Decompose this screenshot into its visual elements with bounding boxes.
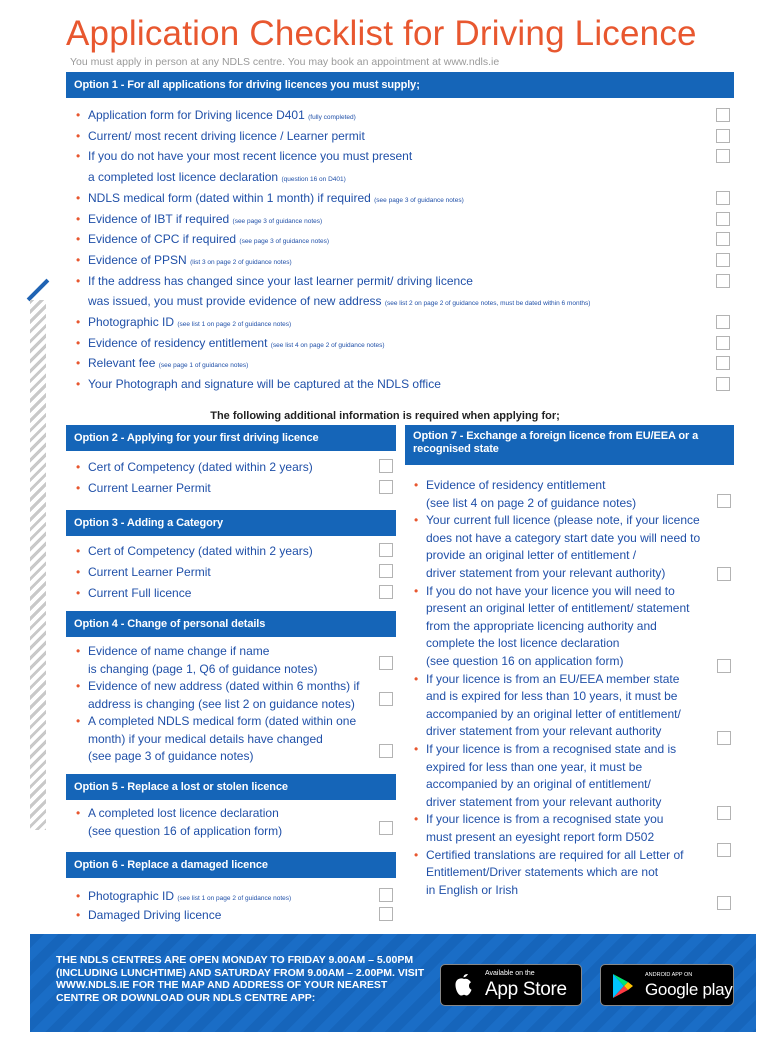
list-item	[426, 863, 658, 881]
list-item-text: Damaged Driving licence	[88, 908, 222, 922]
list-item	[76, 563, 211, 581]
bullet-icon: •	[76, 460, 81, 474]
list-item	[414, 740, 677, 758]
list-item	[76, 458, 313, 476]
list-item	[88, 730, 323, 748]
list-item-text: was issued, you must provide evidence of new address	[88, 294, 385, 309]
bullet-icon: •	[414, 583, 419, 598]
list-item-text: If your licence is from a recognised state you	[426, 812, 664, 827]
list-item	[426, 775, 651, 793]
list-item-text: address is changing (see list 2 on guidance notes)	[88, 696, 355, 711]
option7-heading-line2: recognised state	[413, 443, 499, 455]
checkbox[interactable]	[717, 843, 731, 857]
checkbox[interactable]	[379, 888, 393, 902]
list-item	[426, 634, 619, 652]
list-item	[76, 313, 292, 334]
bullet-icon: •	[76, 190, 81, 205]
app-store-small-label: Available on the	[485, 970, 535, 977]
list-item-text: complete the lost licence declaration	[426, 636, 620, 651]
list-item-text: (see list 4 on page 2 of guidance notes)	[426, 495, 637, 510]
checkbox[interactable]	[717, 567, 731, 581]
list-item-text: Photographic ID	[88, 315, 178, 329]
list-item-text: Evidence of residency entitlement	[426, 478, 606, 492]
option7-heading	[405, 425, 734, 465]
app-store-label: App Store	[485, 979, 567, 1000]
list-item	[76, 479, 211, 497]
list-item	[76, 906, 222, 927]
list-item	[426, 652, 623, 670]
checkbox[interactable]	[716, 232, 730, 246]
list-item-note: (see list 4 on page 2 of guidance notes)	[270, 341, 385, 349]
option1-heading: Option 1 - For all applications for driving licences you must supply;	[66, 72, 734, 98]
list-item-note: (see page 3 of guidance notes)	[239, 238, 330, 246]
bullet-icon: •	[414, 742, 419, 756]
apple-icon	[453, 973, 475, 997]
list-item	[414, 476, 606, 494]
page-subtitle: You must apply in person at any NDLS centre. You may book an appointment at www.ndls.ie	[70, 56, 500, 68]
bullet-icon: •	[76, 679, 81, 693]
list-item	[76, 189, 464, 210]
google-play-icon	[611, 973, 635, 999]
checkbox[interactable]	[716, 356, 730, 370]
checkbox[interactable]	[716, 253, 730, 267]
list-item-text: (see question 16 on application form)	[426, 654, 624, 668]
option4-heading: Option 4 - Change of personal details	[66, 611, 396, 637]
bullet-icon: •	[76, 232, 81, 247]
list-item	[414, 670, 680, 688]
bullet-icon: •	[414, 812, 419, 827]
list-item-text: Current Full licence	[88, 586, 192, 600]
checkbox[interactable]	[716, 377, 730, 391]
bullet-icon: •	[76, 252, 81, 267]
list-item	[76, 334, 385, 355]
list-item	[426, 758, 642, 776]
google-play-small-label: ANDROID APP ON	[645, 972, 693, 978]
checkbox[interactable]	[379, 656, 393, 670]
list-item	[426, 494, 636, 512]
bullet-icon: •	[76, 211, 81, 226]
list-item-text: If the address has changed since your last learner permit/ driving licence	[88, 273, 473, 288]
list-item-text: Certified translations are required for all Letter of	[426, 847, 684, 862]
list-item	[426, 881, 518, 899]
list-item-text: If you do not have your licence you will need to	[426, 583, 675, 598]
google-play-label: Google play	[645, 980, 733, 999]
list-item	[426, 705, 681, 723]
checkbox[interactable]	[716, 212, 730, 226]
checkbox[interactable]	[717, 731, 731, 745]
list-item-text: Evidence of name change if name	[88, 644, 270, 658]
list-item-text: (see question 16 of application form)	[88, 823, 283, 838]
list-item	[426, 529, 700, 547]
list-item-text: Current Learner Permit	[88, 481, 211, 495]
list-item	[88, 822, 282, 840]
list-item-text: A completed NDLS medical form (dated within one	[88, 714, 357, 728]
bullet-icon: •	[76, 356, 81, 371]
list-item	[76, 147, 413, 168]
list-item-text: Evidence of residency entitlement	[88, 335, 271, 350]
checkbox[interactable]	[716, 108, 730, 122]
list-item-text: must present an eyesight report form D502	[426, 830, 655, 844]
option5-heading: Option 5 - Replace a lost or stolen licence	[66, 774, 396, 800]
list-item	[76, 642, 270, 660]
list-item-text: Cert of Competency (dated within 2 years)	[88, 460, 313, 474]
google-play-badge[interactable]	[600, 964, 734, 1006]
list-item-text: (see page 3 of guidance notes)	[88, 749, 254, 763]
decorative-stripes	[30, 300, 46, 830]
list-item-text: Application form for Driving licence D401	[88, 108, 309, 122]
list-item	[88, 292, 590, 313]
checkbox[interactable]	[716, 274, 730, 288]
checkbox[interactable]	[379, 543, 393, 557]
list-item-text: Your current full licence (please note, if your licence	[426, 513, 700, 528]
list-item	[414, 582, 675, 600]
list-item-text: is changing (page 1, Q6 of guidance notes)	[88, 661, 318, 676]
list-item-text: does not have a category start date you will need to	[426, 530, 701, 545]
bullet-icon: •	[76, 335, 81, 350]
list-item-text: Current Learner Permit	[88, 565, 211, 579]
option3-heading: Option 3 - Adding a Category	[66, 510, 396, 536]
bullet-icon: •	[76, 149, 81, 164]
checkbox[interactable]	[716, 336, 730, 350]
list-item	[76, 127, 365, 148]
list-item	[426, 617, 657, 635]
list-item	[76, 272, 473, 293]
bullet-icon: •	[414, 847, 419, 862]
list-item-note: (list 3 on page 2 of guidance notes)	[190, 258, 292, 266]
checkbox[interactable]	[379, 821, 393, 835]
bullet-icon: •	[76, 714, 81, 728]
list-item-text: accompanied by an original letter of entitlement/	[426, 706, 681, 721]
list-item	[76, 210, 323, 231]
footer-opening-hours: THE NDLS CENTRES ARE OPEN MONDAY TO FRIDAY 9.00AM – 5.00PM (INCLUDING LUNCHTIME) AND SATURDAY FROM 9.00AM – 2.00PM. VISIT WWW.NDLS.IE FOR THE MAP AND ADDRESS OF YOUR NEAREST CENTRE OR DOWNLOAD OUR NDLS CENTRE APP:	[56, 954, 425, 1004]
list-item-text: present an original letter of entitlement/ statement	[426, 601, 690, 616]
list-item-note: (see page 3 of guidance notes)	[232, 217, 323, 225]
list-item-text: If your licence is from an EU/EEA member state	[426, 671, 680, 686]
list-item	[426, 546, 636, 564]
checkbox[interactable]	[379, 744, 393, 758]
list-item	[76, 542, 313, 560]
checkbox[interactable]	[716, 315, 730, 329]
list-item	[426, 687, 677, 705]
list-item-text: If you do not have your most recent licence you must present	[88, 149, 413, 164]
list-item-text: Entitlement/Driver statements which are not	[426, 865, 659, 880]
list-item	[414, 511, 700, 529]
bullet-icon: •	[76, 481, 81, 495]
checkbox[interactable]	[717, 806, 731, 820]
list-item	[414, 810, 664, 828]
list-item	[76, 584, 192, 602]
bullet-icon: •	[414, 513, 419, 528]
checkbox[interactable]	[716, 129, 730, 143]
list-item-text: Evidence of IBT if required	[88, 211, 233, 226]
bullet-icon: •	[76, 108, 81, 122]
list-item	[426, 793, 661, 811]
list-item-note: (see page 1 of guidance notes)	[158, 362, 249, 370]
checkbox[interactable]	[716, 149, 730, 163]
additional-info-heading: The following additional information is required when applying for;	[210, 410, 560, 422]
option7-heading-line1: Option 7 - Exchange a foreign licence from EU/EEA or a	[413, 430, 699, 442]
list-item	[414, 846, 684, 864]
list-item	[88, 747, 253, 765]
list-item	[76, 230, 330, 251]
bullet-icon: •	[414, 478, 419, 492]
list-item	[88, 660, 318, 678]
list-item-text: NDLS medical form (dated within 1 month) if required	[88, 190, 375, 205]
checkbox[interactable]	[717, 659, 731, 673]
list-item-text: Cert of Competency (dated within 2 years)	[88, 544, 313, 558]
list-item-text: If your licence is from a recognised state and is	[426, 742, 677, 756]
app-store-badge[interactable]	[440, 964, 582, 1006]
bullet-icon: •	[76, 544, 81, 558]
list-item-text: Evidence of PPSN	[88, 252, 191, 267]
list-item-note: (see list 1 on page 2 of guidance notes)	[177, 321, 292, 328]
page-title: Application Checklist for Driving Licence	[66, 14, 697, 53]
list-item-text: Evidence of CPC if required	[88, 232, 240, 247]
option2-heading: Option 2 - Applying for your first driving licence	[66, 425, 396, 451]
bullet-icon: •	[76, 377, 81, 392]
bullet-icon: •	[414, 671, 419, 686]
list-item	[76, 106, 356, 127]
list-item	[76, 354, 249, 375]
list-item-text: from the appropriate licencing authority and	[426, 618, 657, 633]
list-item-text: Photographic ID	[88, 889, 178, 903]
bullet-icon: •	[76, 889, 81, 903]
list-item-text: a completed lost licence declaration	[88, 170, 282, 185]
checkbox[interactable]	[379, 692, 393, 706]
list-item-text: in English or Irish	[426, 882, 519, 897]
checkbox[interactable]	[379, 585, 393, 599]
list-item-note: (question 16 on D401)	[281, 176, 346, 184]
list-item	[76, 712, 357, 730]
bullet-icon: •	[76, 273, 81, 288]
list-item-text: A completed lost licence declaration	[88, 806, 279, 820]
list-item	[88, 695, 355, 713]
list-item	[76, 887, 292, 908]
checkbox[interactable]	[379, 907, 393, 921]
bullet-icon: •	[76, 128, 81, 143]
checkbox[interactable]	[379, 459, 393, 473]
list-item	[76, 251, 292, 272]
list-item	[426, 828, 654, 846]
checkbox[interactable]	[379, 564, 393, 578]
checkbox[interactable]	[717, 896, 731, 910]
list-item-note: (fully completed)	[308, 114, 356, 121]
decorative-line	[27, 279, 50, 302]
list-item	[88, 168, 346, 189]
list-item	[76, 804, 279, 822]
list-item	[76, 677, 360, 695]
list-item-note: (see list 2 on page 2 of guidance notes, must be dated within 6 months)	[384, 300, 591, 308]
list-item-text: provide an original letter of entitlement /	[426, 548, 637, 563]
bullet-icon: •	[76, 586, 81, 600]
list-item-text: Current/ most recent driving licence / Learner permit	[88, 128, 365, 143]
list-item-text: Evidence of new address (dated within 6 months) if	[88, 679, 360, 693]
list-item-text: and is expired for less than 10 years, it must be	[426, 689, 678, 704]
list-item-text: Relevant fee	[88, 356, 159, 371]
list-item-note: (see list 1 on page 2 of guidance notes)	[177, 895, 292, 902]
checkbox[interactable]	[717, 494, 731, 508]
checkbox[interactable]	[379, 480, 393, 494]
option6-heading: Option 6 - Replace a damaged licence	[66, 852, 396, 878]
list-item-text: driver statement from your relevant authority	[426, 794, 662, 809]
list-item	[426, 722, 661, 740]
list-item	[426, 564, 665, 582]
bullet-icon: •	[76, 315, 81, 329]
list-item-text: month) if your medical details have changed	[88, 731, 323, 746]
bullet-icon: •	[76, 565, 81, 579]
list-item	[76, 375, 441, 396]
bullet-icon: •	[76, 806, 81, 820]
list-item-text: Your Photograph and signature will be captured at the NDLS office	[88, 377, 441, 392]
list-item	[426, 599, 689, 617]
list-item-text: accompanied by an original of entitlement/	[426, 777, 651, 792]
list-item-text: driver statement from your relevant authority)	[426, 566, 666, 580]
list-item-text: driver statement from your relevant authority	[426, 724, 662, 739]
list-item-text: expired for less than one year, it must be	[426, 759, 643, 774]
bullet-icon: •	[76, 908, 81, 922]
list-item-note: (see page 3 of guidance notes)	[374, 196, 464, 204]
checkbox[interactable]	[716, 191, 730, 205]
footer-banner	[30, 934, 756, 1032]
bullet-icon: •	[76, 644, 81, 658]
